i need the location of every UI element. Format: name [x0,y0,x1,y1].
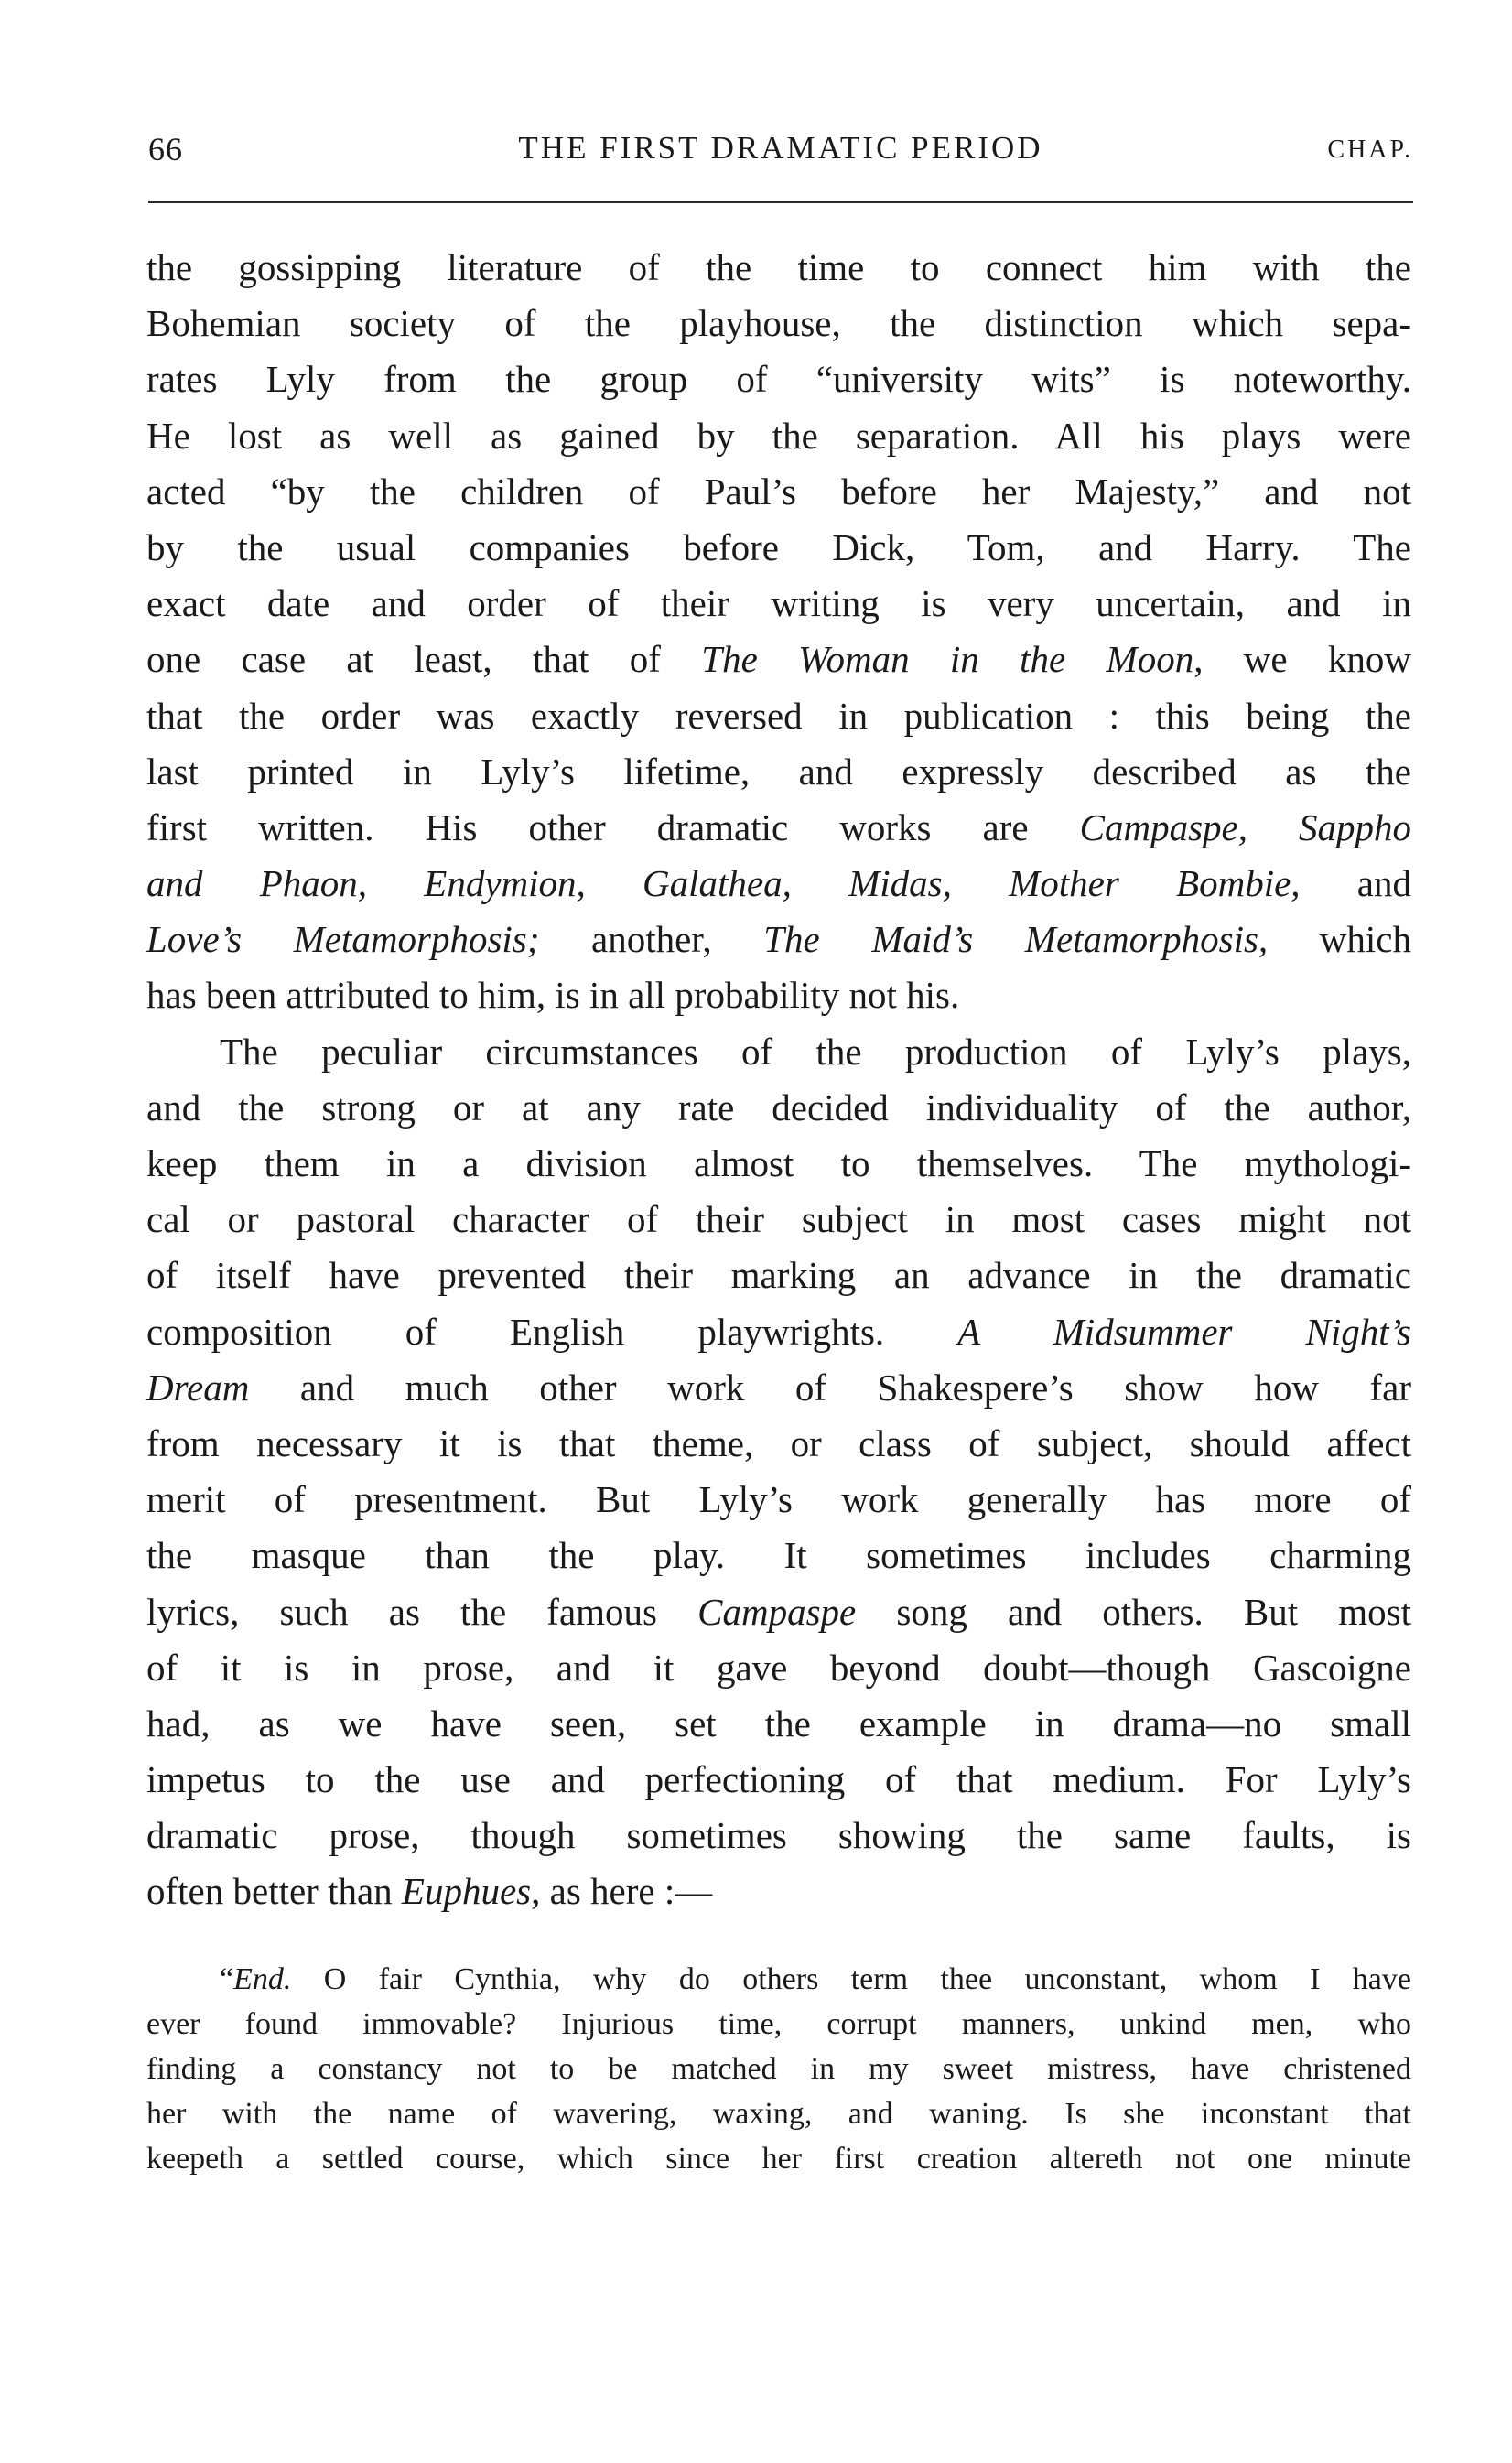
text-line: had, as we have seen, set the example in drama—no small [146,1701,1411,1745]
text-line: and the strong or at any rate decided individuality of the author, [146,1086,1411,1129]
italic-title: The Woman in the Moon [701,638,1194,681]
text-line [146,800,1411,856]
text-run: composition of English playwrights. [146,1310,958,1353]
text-line: keep them in a division almost to themselves. The mythologi- [146,1142,1411,1184]
italic-title: Campaspe, Sappho [1079,805,1412,848]
text-run: , we know [1193,638,1412,681]
text-line: of itself have prevented their marking an advance in the dramatic [146,1254,1411,1297]
italic-title: Euphues [401,1870,532,1913]
text-line [146,1957,1411,2002]
text-run: lyrics, such as the famous [146,1590,698,1633]
body-text [146,240,1411,1920]
text-line [146,912,1411,967]
running-title: THE FIRST DRAMATIC PERIOD [518,130,1043,166]
text-line: from necessary it is that theme, or class of subject, should affect [146,1421,1411,1464]
text-line: the masque than the play. It sometimes includes charming [146,1534,1411,1577]
text-run: , as here :— [531,1870,713,1913]
text-line: cal or pastoral character of their subject in most cases might not [146,1198,1411,1241]
text-line: her with the name of wavering, waxing, and waning. Is she inconstant that [146,2097,1411,2131]
text-line: keepeth a settled course, which since her first creation altereth not one minute [146,2142,1411,2176]
running-head [148,130,1413,185]
block-quote [146,1957,1411,2181]
text-line: merit of presentment. But Lyly’s work generally has more of [146,1478,1411,1521]
text-run: and much other work of Shakespere’s show how far [249,1366,1411,1409]
text-line [146,1360,1411,1416]
text-line: the gossipping literature of the time to connect him with the [146,246,1411,288]
text-line [146,1863,1411,1919]
text-line: ever found immovable? Injurious time, corrupt manners, unkind men, who [146,2007,1411,2041]
text-line [146,1584,1411,1640]
italic-title: The Maid’s Metamorphosis, [763,918,1269,961]
text-run: another, [539,918,764,961]
paragraph-2 [146,1024,1411,1920]
text-line: impetus to the use and perfectioning of that medium. For Lyly’s [146,1758,1411,1801]
text-run: often better than [146,1870,402,1913]
text-line: acted “by the children of Paul’s before her Majesty,” and not [146,470,1411,513]
text-line: exact date and order of their writing is very uncertain, and in [146,582,1411,625]
italic-title: Campaspe [697,1590,857,1633]
text-run: first written. His other dramatic works are [146,805,1080,848]
chapter-label: CHAP. [1327,135,1413,164]
text-line [146,1304,1411,1360]
text-run: one case at least, that of [146,638,702,681]
page-number: 66 [148,131,183,167]
text-line: Bohemian society of the playhouse, the distinction which sepa- [146,302,1411,345]
text-line: that the order was exactly reversed in publication : this being the [146,694,1411,737]
text-line: He lost as well as gained by the separation. All his plays were [146,414,1411,457]
italic-title: Dream [146,1366,250,1409]
text-run: song and others. But most [856,1590,1411,1633]
paragraph-1 [146,240,1411,1024]
text-line: by the usual companies before Dick, Tom, and Harry. The [146,525,1411,568]
text-line: has been attributed to him, is in all probability not his. [146,974,960,1017]
header-rule [148,201,1413,203]
text-line: rates Lyly from the group of “university wits” is noteworthy. [146,358,1411,401]
text-line [146,856,1411,912]
italic-title: A Midsummer Night’s [957,1310,1411,1353]
italic-title: End. [233,1962,292,1996]
text-run: which [1268,918,1411,961]
italic-title: and Phaon, Endymion, Galathea, Midas, Mother Bombie, [146,862,1301,905]
text-line: dramatic prose, though sometimes showing the same faults, is [146,1814,1411,1857]
text-line: last printed in Lyly’s lifetime, and expressly described as the [146,750,1411,793]
text-run: and [1300,862,1411,905]
text-run: O fair Cynthia, why do others term thee unconstant, whom I have [291,1962,1411,1996]
text-line: of it is in prose, and it gave beyond doubt—though Gascoigne [146,1646,1411,1689]
italic-title: Love’s Metamorphosis; [146,918,540,961]
text-run: “ [220,1962,234,1996]
text-line [146,632,1411,687]
text-line: The peculiar circumstances of the production of Lyly’s plays, [220,1030,1411,1073]
text-line: finding a constancy not to be matched in my sweet mistress, have christened [146,2052,1411,2086]
